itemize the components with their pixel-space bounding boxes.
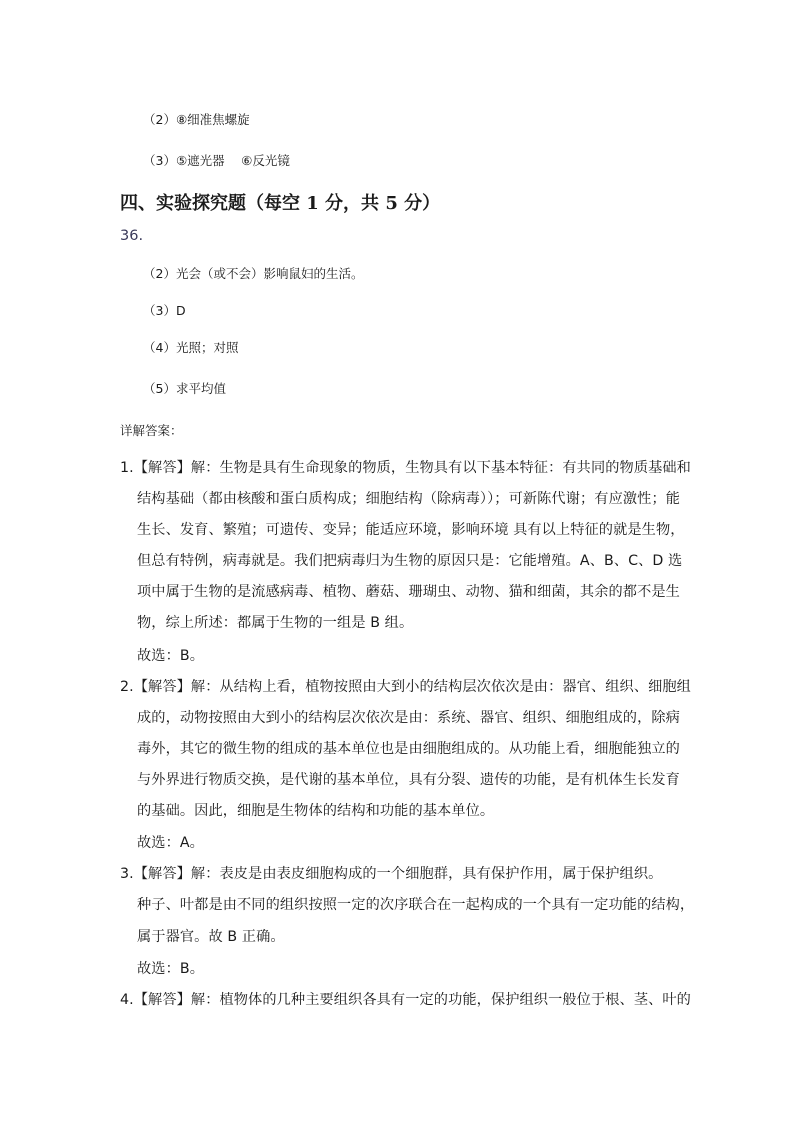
- answer-tag: 【解答】: [133, 679, 191, 695]
- answer-line: （5）求平均值: [143, 381, 226, 396]
- section-heading: 四、实验探究题（每空 1 分，共 5 分）: [120, 193, 441, 214]
- explanation-text: 的基础。因此，细胞是生物体的结构和功能的基本单位。: [137, 803, 495, 819]
- answer-tag: 【解答】: [133, 992, 191, 1008]
- explanation-3-first-line: [120, 863, 662, 883]
- explanation-number: 1.: [120, 460, 134, 476]
- explanation-1-first-line: [120, 457, 691, 477]
- answer-line: （3）⑤遮光器 ⑥反光镜: [143, 153, 290, 168]
- explanation-text: 与外界进行物质交换，是代谢的基本单位，具有分裂、遗传的功能，是有机体生长发育: [137, 772, 680, 788]
- answer-line: （2）⑧细准焦螺旋: [143, 112, 250, 127]
- explanation-text: 解：生物是具有生命现象的物质，生物具有以下基本特征：有共同的物质基础和: [190, 460, 691, 476]
- explanation-text: 种子、叶都是由不同的组织按照一定的次序联合在一起构成的一个具有一定功能的结构，: [137, 897, 695, 913]
- explanation-answer: 故选：B。: [137, 648, 204, 664]
- explanation-number: 3.: [120, 866, 134, 882]
- answer-tag: 【解答】: [133, 460, 191, 476]
- explanation-text: 解：植物体的几种主要组织各具有一定的功能，保护组织一般位于根、茎、叶的: [190, 992, 691, 1008]
- explanation-number: 2.: [120, 679, 134, 695]
- answer-tag: 【解答】: [133, 866, 191, 882]
- explanation-answer: 故选：A。: [137, 835, 204, 851]
- explanation-text: 生长、发育、繁殖；可遗传、变异；能适应环境，影响环境 具有以上特征的就是生物，: [137, 522, 685, 538]
- explanation-2-first-line: [120, 676, 691, 696]
- explanation-text: 但总有特例，病毒就是。我们把病毒归为生物的原因只是：它能增殖。A、B、C、D 选: [137, 553, 683, 569]
- answer-line: （2）光会（或不会）影响鼠妇的生活。: [143, 266, 364, 281]
- explanation-text: 毒外，其它的微生物的组成的基本单位也是由细胞组成的。从功能上看，细胞能独立的: [137, 741, 680, 757]
- detail-heading: 详解答案：: [120, 423, 183, 438]
- explanation-4-first-line: [120, 989, 691, 1009]
- explanation-number: 4.: [120, 992, 134, 1008]
- question-number: 36.: [120, 228, 144, 244]
- explanation-text: 结构基础（都由核酸和蛋白质构成；细胞结构（除病毒））；可新陈代谢；有应激性；能: [137, 491, 681, 507]
- explanation-text: 成的，动物按照由大到小的结构层次依次是由：系统、器官、组织、细胞组成的，除病: [137, 710, 680, 726]
- explanation-answer: 故选：B。: [137, 961, 204, 977]
- explanation-text: 解：从结构上看，植物按照由大到小的结构层次依次是由：器官、组织、细胞组: [190, 679, 691, 695]
- explanation-text: 属于器官。故 B 正确。: [137, 929, 285, 945]
- explanation-text: 项中属于生物的是流感病毒、植物、蘑菇、珊瑚虫、动物、猫和细菌，其余的都不是生: [137, 584, 680, 600]
- explanation-text: 物，综上所述：都属于生物的一组是 B 组。: [137, 615, 414, 631]
- explanation-text: 解：表皮是由表皮细胞构成的一个细胞群，具有保护作用，属于保护组织。: [190, 866, 663, 882]
- answer-line: （4）光照；对照: [143, 340, 239, 355]
- answer-line: （3）D: [143, 303, 186, 318]
